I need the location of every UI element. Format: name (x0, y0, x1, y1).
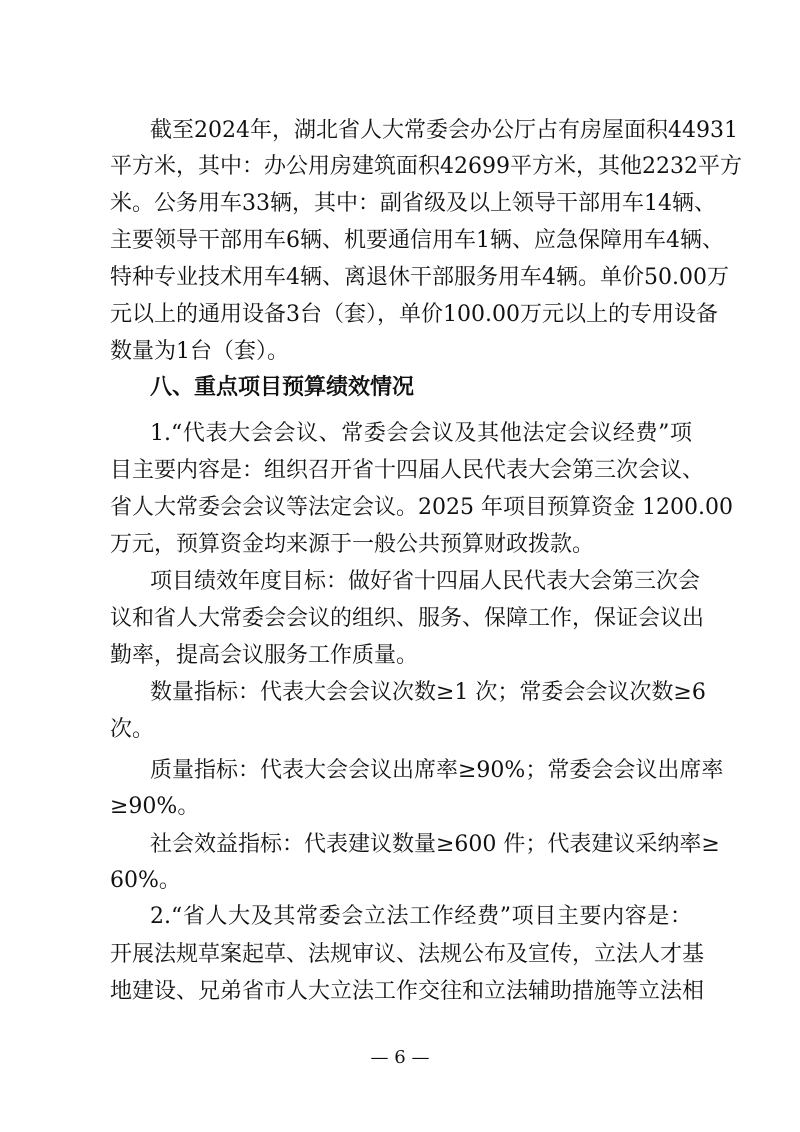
paragraph-line: 2.“省人大及其常委会立法工作经费”项目主要内容是： (150, 904, 692, 929)
paragraph-line: 60%。 (110, 868, 181, 893)
paragraph-line: 截至2024年，湖北省人大常委会办公厅占有房屋面积44931 (150, 118, 738, 143)
paragraph-line: ≥90%。 (110, 794, 200, 819)
paragraph-line: 平方米，其中：办公用房建筑面积42699平方米，其他2232平方 (110, 154, 742, 179)
paragraph-line: 社会效益指标：代表建议数量≥600 件；代表建议采纳率≥ (150, 832, 720, 857)
paragraph-line: 米。公务用车33辆，其中：副省级及以上领导干部用车14辆、 (110, 191, 716, 216)
paragraph-line: 勤率，提高会议服务工作质量。 (110, 643, 419, 668)
paragraph-line: 主要领导干部用车6辆、机要通信用车1辆、应急保障用车4辆、 (110, 228, 724, 253)
paragraph-line: 元以上的通用设备3台（套），单价100.00万元以上的专用设备 (110, 302, 718, 327)
paragraph-line: 数量为1台（套）。 (110, 339, 289, 364)
paragraph-line: 1.“代表大会会议、常委会会议及其他法定会议经费”项 (150, 421, 692, 446)
paragraph-line: 项目绩效年度目标：做好省十四届人民代表大会第三次会 (150, 569, 701, 594)
paragraph-line: 万元，预算资金均来源于一般公共预算财政拨款。 (110, 532, 595, 557)
page-number: — 6 — (370, 1047, 430, 1068)
paragraph-line: 目主要内容是：组织召开省十四届人民代表大会第三次会议、 (110, 458, 705, 483)
paragraph-line: 次。 (110, 717, 155, 742)
paragraph-line: 议和省人大常委会会议的组织、服务、保障工作，保证会议出 (110, 606, 705, 631)
paragraph-line: 特种专业技术用车4辆、离退休干部服务用车4辆。单价50.00万 (110, 265, 729, 290)
section-heading: 八、重点项目预算绩效情况 (150, 375, 415, 400)
paragraph-line: 省人大常委会会议等法定会议。2025 年项目预算资金 1200.00 (110, 495, 733, 520)
paragraph-line: 质量指标：代表大会会议出席率≥90%；常委会会议出席率 (150, 758, 724, 783)
paragraph-line: 地建设、兄弟省市人大立法工作交往和立法辅助措施等立法相 (110, 979, 705, 1004)
paragraph-line: 开展法规草案起草、法规审议、法规公布及宣传，立法人才基 (110, 942, 705, 967)
paragraph-line: 数量指标：代表大会会议次数≥1 次；常委会会议次数≥6 (150, 680, 706, 705)
